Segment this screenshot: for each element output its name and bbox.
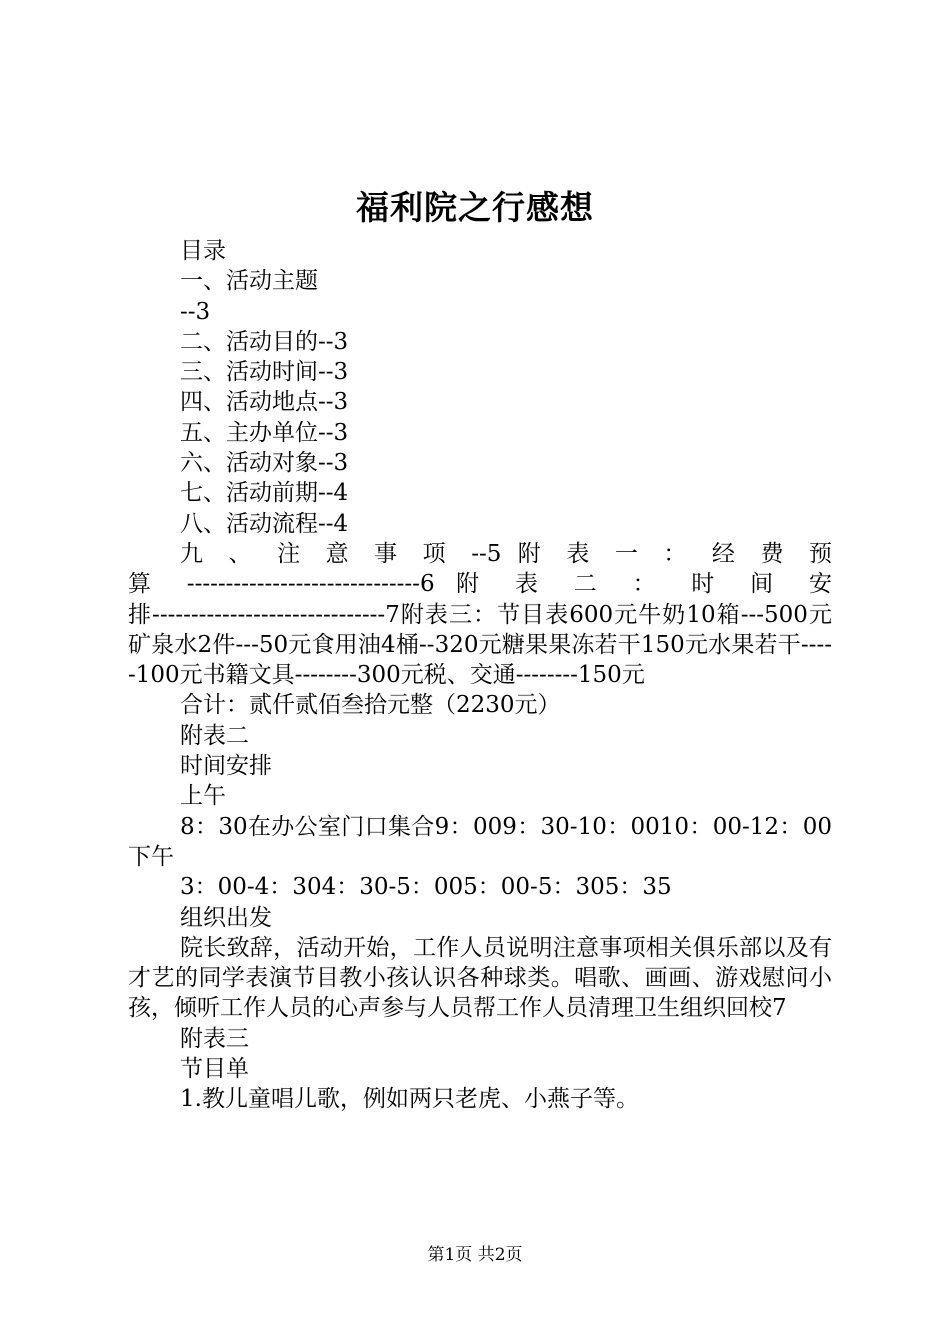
budget-line-2: 算 ------------------------------6 附 表 二 ： 时 间 安 — [128, 571, 832, 598]
page-footer: 第1页 共2页 — [427, 1245, 523, 1265]
toc-item: 八、活动流程--4 — [180, 510, 349, 537]
toc-item: 三、活动时间--3 — [180, 359, 349, 386]
budget-total: 合计：贰仟贰佰叁拾元整（2230元） — [180, 692, 561, 719]
toc-item: 七、活动前期--4 — [180, 480, 349, 507]
document-title: 福利院之行感想 — [356, 188, 594, 227]
toc-item: 四、活动地点--3 — [180, 389, 349, 416]
appendix3-heading: 附表三 — [180, 1025, 249, 1052]
toc-item: 二、活动目的--3 — [180, 328, 349, 355]
morning-times: 8：30在办公室门口集合9：009：30-10：0010：00-12：00下午 — [128, 813, 832, 870]
program-heading: 节目单 — [180, 1056, 249, 1083]
afternoon-times: 3：00-4：304：30-5：005：00-5：305：35 — [180, 874, 672, 901]
schedule-heading: 时间安排 — [180, 753, 272, 780]
appendix2-heading: 附表二 — [180, 722, 249, 749]
toc-item: --3 — [180, 298, 211, 325]
toc-heading: 目录 — [180, 238, 226, 264]
program-item: 1.教儿童唱儿歌，例如两只老虎、小燕子等。 — [180, 1086, 639, 1113]
morning-label: 上午 — [180, 783, 226, 810]
depart-label: 组织出发 — [180, 904, 272, 931]
activities-paragraph: 院长致辞，活动开始，工作人员说明注意事项相关俱乐部以及有才艺的同学表演节目教小孩认识各种球类。唱歌、画画、游戏慰问小孩，倾听工作人员的心声参与人员帮工作人员清理卫生组织回校7 — [128, 934, 832, 1022]
budget-paragraph: 排------------------------------7附表三：节目表600元牛奶10箱---500元矿泉水2件---50元食用油4桶--320元糖果果冻若干150元水果若干-----100元书籍文具--------300元税、交通--------150元 — [128, 601, 832, 689]
toc-item: 六、活动对象--3 — [180, 450, 349, 477]
document-body — [128, 236, 832, 1115]
budget-line-1: 九 、 注 意 事 项 --5 附 表 一 ： 经 费 预 — [180, 540, 832, 567]
toc-item: 五、主办单位--3 — [180, 419, 349, 446]
toc-item: 一、活动主题 — [180, 268, 318, 295]
